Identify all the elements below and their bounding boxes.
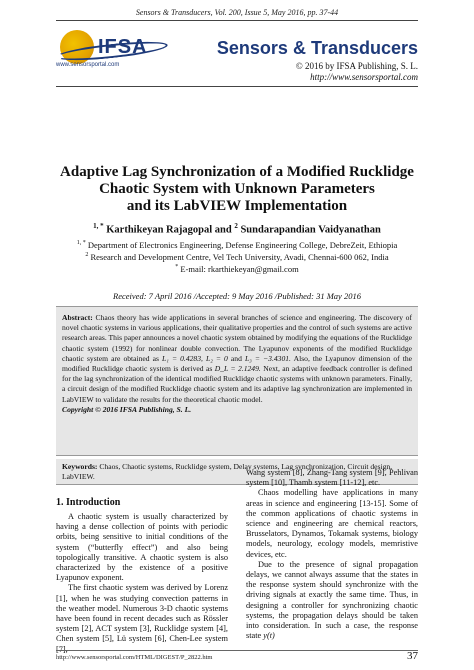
article-title: [40, 164, 434, 215]
abstract-text-b: Also, the Lyapunov dimension of the modified Rucklidge chaotic system is derived as: [62, 353, 412, 374]
affiliation-1: [40, 238, 434, 251]
abstract-copyright: Copyright © 2016 IFSA Publishing, S. L.: [62, 404, 192, 414]
affil1-text: Department of Electronics Engineering, Defense Engineering College, DebreZeit, Ethiopia: [87, 239, 398, 250]
right-column: [246, 468, 418, 641]
email-superscript: *: [175, 264, 179, 270]
logo-text: IFSA: [98, 36, 148, 58]
lyapunov-l3: L₃ = −3.4301.: [244, 353, 291, 363]
intro-right-paragraph-3-text: Due to the presence of signal propagation delays, we cannot always assume that the states in the response system should synchronize with the driving signals at exactly the same time. Thus, in designing a controller for synchronizing chaotic systems, the propagation delays should be taken into consideration. In such a case, the response state: [246, 559, 418, 641]
title-line-1: Adaptive Lag Synchronization of a Modified Rucklidge: [60, 164, 414, 180]
intro-left-paragraph-1: A chaotic system is usually characterized by having a dense collection of points with periodic orbits, being sensitive to initial conditions of the system (“butterfly effect”) and also being topologically transitive. A chaotic system is also characterized by the existence of a positive Lyapunov exponent.: [56, 512, 228, 583]
lyapunov-l1: L₁ = 0.4283,: [162, 353, 203, 363]
abstract-text-a: Chaos theory has wide applications in several branches of science and engineering. The discovery of novel chaotic systems in various applications, their qualitative properties and the control of such systems are active research areas. This paper announces a novel chaotic system obtained by modifying the equations of the Rucklidge chaotic system (1992) for nonlinear double convection. The Lyapunov exponents of the modified Rucklidge chaotic system are obtained as: [62, 313, 412, 363]
intro-left-paragraph-2: The first chaotic system was derived by Lorenz [1], when he was studying convection patterns in the weather model. Numerous 3-D chaotic systems have been found in recent decades such as Rössler system [2], ACT system [3], Rucklidge system [4], Chen system [5], Lü system [6], Chen-Lee system: [56, 583, 228, 644]
footer-url[interactable]: http://www.sensorsportal.com/HTML/DIGEST/P_2822.htm: [56, 654, 213, 661]
abstract-label: Abstract:: [62, 313, 93, 322]
author1-superscript: 1, *: [93, 222, 104, 230]
affil2-text: Research and Development Centre, Vel Tech University, Avadi, Chennai-600 062, India: [90, 251, 389, 262]
author-email: [40, 262, 434, 275]
ifsa-logo[interactable]: [56, 30, 176, 70]
affil1-superscript: 1, *: [76, 240, 86, 246]
affiliation-2: [40, 250, 434, 263]
publication-dates: Received: 7 April 2016 /Accepted: 9 May 2016 /Published: 31 May 2016: [113, 291, 361, 301]
response-state-variable: y(t): [263, 631, 275, 641]
lyapunov-l2: L₂ = 0: [205, 353, 228, 363]
masthead-title: Sensors & Transducers: [216, 38, 418, 58]
masthead-rule: [56, 86, 418, 87]
authors: [40, 222, 434, 236]
top-rule: [56, 20, 418, 21]
intro-right-paragraph-3: [246, 560, 418, 642]
author-1: Karthikeyan Rajagopal: [106, 224, 213, 236]
intro-right-paragraph-1: Wang system [8], Zhang-Tang system [9], Pehlivan system [10], Thamb system [11-12], etc.: [246, 468, 418, 488]
keywords-label: Keywords:: [62, 462, 98, 471]
abstract-box: [56, 306, 418, 456]
masthead-url[interactable]: http://www.sensorsportal.com: [310, 72, 418, 82]
footer-rule: [56, 650, 418, 651]
title-line-3: and its LabVIEW Implementation: [126, 198, 348, 214]
email-text[interactable]: E-mail: rkarthiekeyan@gmail.com: [180, 263, 299, 274]
lyapunov-dimension: D_L = 2.1249.: [214, 364, 261, 374]
title-line-2: Chaotic System with Unknown Parameters: [99, 181, 375, 197]
intro-right-paragraph-2: Chaos modelling have applications in many areas in science and engineering [13-15]. Some of the common applications of chaotic systems in science and engineering are chemical reactors, Brusselators, Dynamos, Tokamak systems, biology models, neurology, ecology models, memristive devices, etc.: [246, 488, 418, 559]
section-heading-introduction: 1. Introduction: [56, 497, 121, 508]
author2-superscript: 2: [234, 222, 238, 230]
abstract-and: and: [230, 353, 242, 363]
logo-url: www.sensorsportal.com: [56, 62, 120, 68]
abstract-text-c: Next, an adaptive feedback controller is defined for the lag synchronization of the identical modified Rucklidge chaotic systems with unknown parameters. Finally, a circuit design of the modified Rucklidge chaotic system and its adaptive lag synchronization are implemented in LabVIEW to validate the results for the theoretical chaotic model.: [62, 364, 413, 404]
affil2-superscript: 2: [85, 252, 89, 258]
journal-citation-line: Sensors & Transducers, Vol. 200, Issue 5, May 2016, pp. 37-44: [135, 8, 339, 17]
masthead-copyright: © 2016 by IFSA Publishing, S. L.: [295, 61, 418, 71]
keywords-text: Chaos, Chaotic systems, Rucklidge system, Delay systems, Lag synchronization, Circuit design, LabVIEW.: [62, 462, 393, 481]
page-number: 37: [407, 650, 418, 662]
authors-and: and: [214, 224, 232, 236]
left-column: [56, 512, 228, 655]
author-2: Sundarapandian Vaidyanathan: [240, 224, 381, 236]
